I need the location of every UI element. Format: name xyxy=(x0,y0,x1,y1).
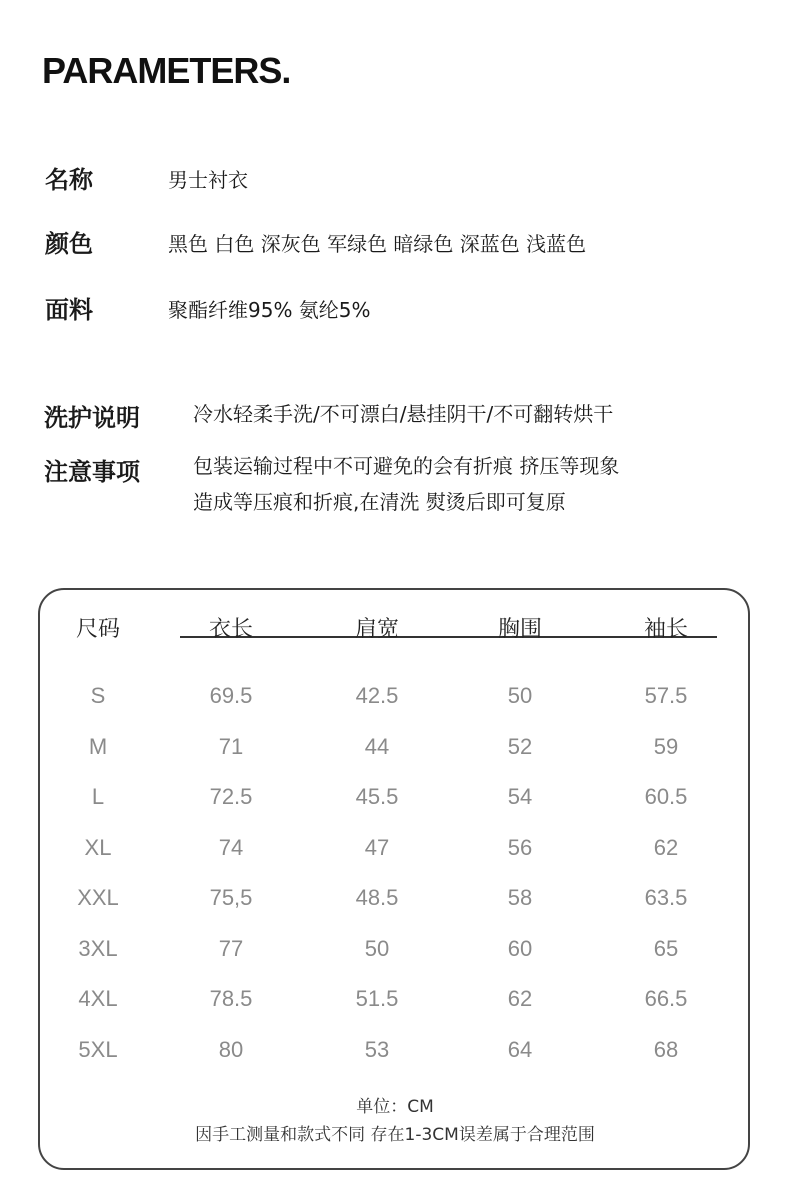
care-value: 冷水轻柔手洗/不可漂白/悬挂阴干/不可翻转烘干 xyxy=(193,402,614,426)
measure-cell: 42.5 xyxy=(355,683,399,708)
header-chest: 胸围 xyxy=(497,617,543,642)
param-label-fabric: 面料 xyxy=(45,296,93,324)
measure-cell: 59 xyxy=(653,733,679,759)
measure-cell: 60 xyxy=(507,935,533,961)
size-cell: 3XL xyxy=(78,935,118,961)
measure-cell: 52 xyxy=(507,733,533,759)
size-cell: XL xyxy=(84,834,112,860)
param-value-name: 男士衬衣 xyxy=(168,168,248,192)
unit-note: 单位：CM xyxy=(356,1097,434,1117)
measure-cell: 56 xyxy=(507,834,533,860)
measure-cell: 68 xyxy=(653,1036,679,1062)
measure-cell: 50 xyxy=(507,683,533,708)
size-cell: 5XL xyxy=(78,1036,118,1062)
care-label: 洗护说明 xyxy=(44,404,140,432)
measure-cell: 77 xyxy=(218,935,244,961)
param-value-fabric: 聚酯纤维95% 氨纶5% xyxy=(168,298,371,322)
measure-cell: 60.5 xyxy=(644,784,688,809)
size-cell: S xyxy=(90,683,106,708)
measure-cell: 51.5 xyxy=(355,986,399,1011)
size-cell: 4XL xyxy=(78,986,118,1011)
header-length: 衣长 xyxy=(208,617,254,642)
size-table-frame xyxy=(38,588,750,1170)
notice-line-2: 造成等压痕和折痕,在清洗 熨烫后即可复原 xyxy=(193,490,566,514)
measure-cell: 63.5 xyxy=(644,885,688,910)
header-size: 尺码 xyxy=(75,617,121,642)
measure-cell: 54 xyxy=(507,784,533,809)
header-sleeve: 袖长 xyxy=(643,617,689,642)
param-value-color: 黑色 白色 深灰色 军绿色 暗绿色 深蓝色 浅蓝色 xyxy=(168,232,587,256)
size-cell: L xyxy=(91,784,105,809)
measure-cell: 62 xyxy=(507,986,533,1011)
param-label-name: 名称 xyxy=(45,166,93,194)
measure-cell: 57.5 xyxy=(644,683,688,708)
measure-cell: 44 xyxy=(364,733,390,759)
notice-line-1: 包装运输过程中不可避免的会有折痕 挤压等现象 xyxy=(193,454,620,478)
measure-cell: 65 xyxy=(653,935,679,961)
tolerance-note: 因手工测量和款式不同 存在1-3CM误差属于合理范围 xyxy=(195,1125,595,1145)
measure-cell: 53 xyxy=(364,1036,390,1062)
measure-cell: 64 xyxy=(507,1036,533,1062)
measure-cell: 62 xyxy=(653,834,679,860)
measure-cell: 74 xyxy=(218,834,244,860)
measure-cell: 72.5 xyxy=(209,784,253,809)
measure-cell: 47 xyxy=(364,834,390,860)
size-cell: XXL xyxy=(77,885,119,910)
measure-cell: 58 xyxy=(507,885,533,910)
page-title: PARAMETERS. xyxy=(42,50,291,91)
measure-cell: 71 xyxy=(218,733,244,759)
measure-cell: 75,5 xyxy=(209,885,253,910)
measure-cell: 69.5 xyxy=(209,683,253,708)
measure-cell: 50 xyxy=(364,935,390,961)
header-rule xyxy=(180,636,717,638)
notice-label: 注意事项 xyxy=(44,458,140,486)
size-cell: M xyxy=(88,733,108,759)
measure-cell: 78.5 xyxy=(209,986,253,1011)
header-shoulder: 肩宽 xyxy=(354,617,400,642)
param-label-color: 颜色 xyxy=(45,230,93,258)
measure-cell: 66.5 xyxy=(644,986,688,1011)
measure-cell: 80 xyxy=(218,1036,244,1062)
measure-cell: 45.5 xyxy=(355,784,399,809)
measure-cell: 48.5 xyxy=(355,885,399,910)
